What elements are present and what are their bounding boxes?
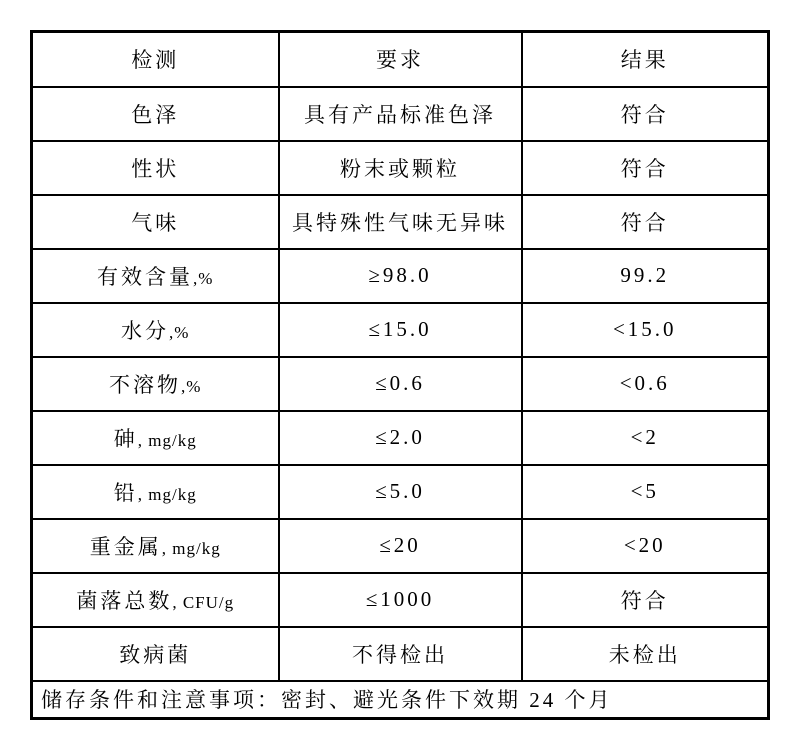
test-item-cell	[32, 573, 279, 627]
test-item-name: 重金属	[89, 534, 162, 559]
requirement-cell: ≤0.6	[279, 357, 522, 411]
requirement-cell: ≤2.0	[279, 411, 522, 465]
result-cell: 符合	[522, 573, 769, 627]
test-item-name: 砷	[113, 426, 138, 451]
test-item-unit: ,%	[193, 268, 214, 288]
header-test: 检测	[32, 32, 279, 87]
result-cell: <20	[522, 519, 769, 573]
result-cell: <5	[522, 465, 769, 519]
test-item-name: 铅	[113, 480, 138, 505]
table-row	[32, 627, 769, 681]
table-row	[32, 195, 769, 249]
quality-inspection-table-wrap	[30, 30, 770, 720]
test-item-name: 致病菌	[119, 642, 192, 667]
test-item-cell	[32, 195, 279, 249]
table-row	[32, 465, 769, 519]
requirement-cell: ≥98.0	[279, 249, 522, 303]
requirement-cell: ≤15.0	[279, 303, 522, 357]
requirement-cell: ≤1000	[279, 573, 522, 627]
test-item-name: 水分	[121, 318, 170, 343]
test-item-name: 性状	[131, 156, 180, 181]
result-cell: 99.2	[522, 249, 769, 303]
test-item-name: 气味	[131, 210, 180, 235]
table-row	[32, 87, 769, 141]
test-item-name: 不溶物	[109, 372, 182, 397]
test-item-cell	[32, 249, 279, 303]
result-cell: 符合	[522, 195, 769, 249]
test-item-unit: ,%	[181, 376, 202, 396]
quality-inspection-table	[30, 30, 770, 720]
test-item-cell	[32, 141, 279, 195]
header-requirement: 要求	[279, 32, 522, 87]
test-item-name: 有效含量	[97, 264, 194, 289]
requirement-cell: 具有产品标准色泽	[279, 87, 522, 141]
result-cell: 符合	[522, 87, 769, 141]
result-cell: <2	[522, 411, 769, 465]
table-row	[32, 303, 769, 357]
requirement-cell: 不得检出	[279, 627, 522, 681]
result-cell: <15.0	[522, 303, 769, 357]
test-item-unit: , mg/kg	[137, 430, 197, 450]
test-item-name: 色泽	[131, 102, 180, 127]
test-item-unit: ,%	[169, 322, 190, 342]
test-item-unit: , CFU/g	[172, 592, 235, 612]
table-footer-row	[32, 681, 769, 719]
result-cell: 未检出	[522, 627, 769, 681]
test-item-cell	[32, 627, 279, 681]
test-item-cell	[32, 465, 279, 519]
requirement-cell: 具特殊性气味无异味	[279, 195, 522, 249]
test-item-cell	[32, 87, 279, 141]
requirement-cell: ≤5.0	[279, 465, 522, 519]
table-row	[32, 357, 769, 411]
test-item-unit: , mg/kg	[137, 484, 197, 504]
table-row	[32, 249, 769, 303]
test-item-unit: , mg/kg	[161, 538, 221, 558]
storage-conditions-note: 储存条件和注意事项：密封、避光条件下效期 24 个月	[32, 681, 769, 719]
result-cell: 符合	[522, 141, 769, 195]
table-row	[32, 141, 769, 195]
table-row	[32, 519, 769, 573]
table-row	[32, 411, 769, 465]
test-item-cell	[32, 411, 279, 465]
requirement-cell: ≤20	[279, 519, 522, 573]
test-item-cell	[32, 357, 279, 411]
header-result: 结果	[522, 32, 769, 87]
result-cell: <0.6	[522, 357, 769, 411]
table-row	[32, 573, 769, 627]
test-item-cell	[32, 519, 279, 573]
test-item-name: 菌落总数	[76, 588, 173, 613]
table-header-row	[32, 32, 769, 87]
requirement-cell: 粉末或颗粒	[279, 141, 522, 195]
test-item-cell	[32, 303, 279, 357]
